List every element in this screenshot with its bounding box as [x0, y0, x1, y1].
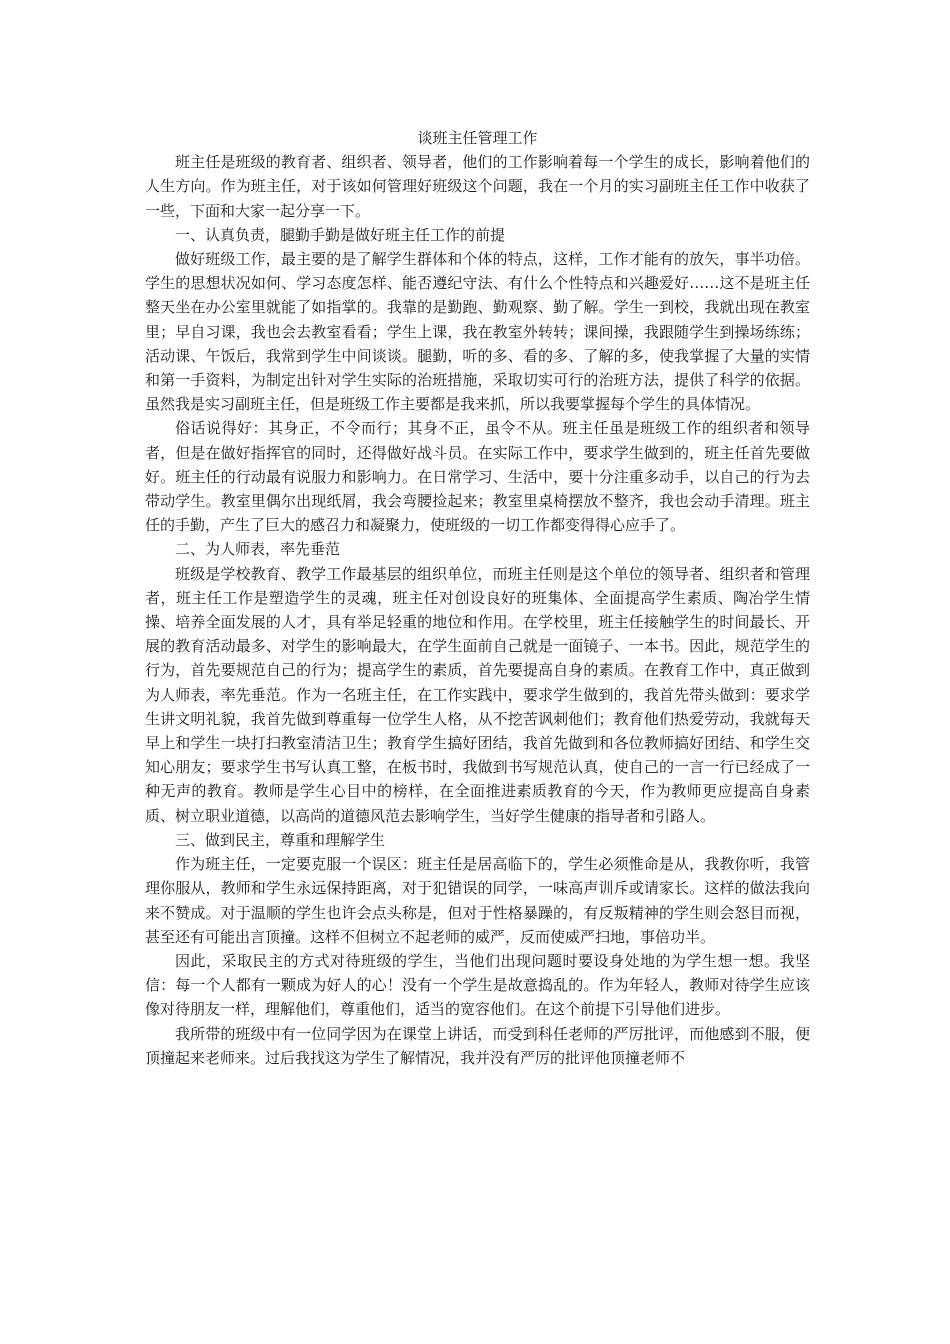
paragraph: 作为班主任，一定要克服一个误区：班主任是居高临下的，学生必须惟命是从，我教你听，我管理你服从，教师和学生永远保持距离，对于犯错误的同学，一味高声训斥或请家长。这样的做法我向来不赞成。对于温顺的学生也许会点头称是，但对于性格暴躁的，有反叛精神的学生则会怒目而视，甚至还有可能出言顶撞。这样不但树立不起老师的威严，反而使威严扫地，事倍功半。: [145, 855, 810, 946]
paragraph: 我所带的班级中有一位同学因为在课堂上讲话，而受到科任老师的严厉批评，而他感到不服，便顶撞起来老师来。过后我找这为学生了解情况，我并没有严厉的批评他顶撞老师不: [145, 1024, 810, 1067]
paragraph: 因此，采取民主的方式对待班级的学生，当他们出现问题时要设身处地的为学生想一想。我坚信：每一个人都有一颗成为好人的心！没有一个学生是故意捣乱的。作为年轻人，教师对待学生应该像对待朋友一样，理解他们，尊重他们，适当的宽容他们。在这个前提下引导他们进步。: [145, 951, 810, 1019]
paragraph: 俗话说得好：其身正，不令而行；其身不正，虽令不从。班主任虽是班级工作的组织者和领导者，但是在做好指挥官的同时，还得做好战斗员。在实际工作中，要求学生做到的，班主任首先要做好。班主任的行动最有说服力和影响力。在日常学习、生活中，要十分注重多动手，以自己的行为去带动学生。教室里偶尔出现纸屑，我会弯腰捡起来；教室里桌椅摆放不整齐，我也会动手清理。班主任的手勤，产生了巨大的感召力和凝聚力，使班级的一切工作都变得得心应手了。: [145, 419, 810, 535]
section-heading: 一、认真负责，腿勤手勤是做好班主任工作的前提: [175, 225, 506, 244]
paragraph: 班级是学校教育、教学工作最基层的组织单位，而班主任则是这个单位的领导者、组织者和管理者，班主任工作是塑造学生的灵魂，班主任对创设良好的班集体、全面提高学生素质、陶冶学生情操、培养全面发展的人才，具有举足轻重的地位和作用。在学校里，班主任接触学生的时间最长、开展的教育活动最多、对学生的影响最大，在学生面前自己就是一面镜子、一本书。因此，规范学生的行为，首先要规范自己的行为；提高学生的素质，首先要提高自身的素质。在教育工作中，真正做到为人师表，率先垂范。作为一名班主任，在工作实践中，要求学生做到的，我首先带头做到：要求学生讲文明礼貌，我首先做到尊重每一位学生人格，从不挖苦讽刺他们；教育他们热爱劳动，我就每天早上和学生一块打扫教室清洁卫生；教育学生搞好团结，我首先做到和各位教师搞好团结、和学生交知心朋友；要求学生书写认真工整，在板书时，我做到书写规范认真，使自己的一言一行已经成了一种无声的教育。教师是学生心目中的榜样，在全面推进素质教育的今天，作为教师更应提高自身素质、树立职业道德，以高尚的道德风范去影响学生，当好学生健康的指导者和引路人。: [145, 564, 810, 825]
paragraph: 做好班级工作，最主要的是了解学生群体和个体的特点，这样，工作才能有的放矢，事半功倍。学生的思想状况如何、学习态度怎样、能否遵纪守法、有什么个性特点和兴趣爱好……这不是班主任整天坐在办公室里就能了如指掌的。我靠的是勤跑、勤观察、勤了解。学生一到校，我就出现在教室里；早自习课，我也会去教室看看；学生上课，我在教室外转转；课间操，我跟随学生到操场练练；活动课、午饭后，我常到学生中间谈谈。腿勤，听的多、看的多、了解的多，使我掌握了大量的实情和第一手资料，为制定出针对学生实际的治班措施，采取切实可行的治班方法，提供了科学的依据。虽然我是实习副班主任，但是班级工作主要都是我来抓，所以我要掌握每个学生的具体情况。: [145, 250, 810, 414]
paragraph: 班主任是班级的教育者、组织者、领导者，他们的工作影响着每一个学生的成长，影响着他们的人生方向。作为班主任，对于该如何管理好班级这个问题，我在一个月的实习副班主任工作中收获了一些，下面和大家一起分享一下。: [145, 153, 810, 220]
document-body: [145, 150, 810, 1070]
section-heading: 三、做到民主，尊重和理解学生: [175, 830, 386, 849]
document-page: [145, 126, 810, 1070]
section-heading: 二、为人师表，率先垂范: [175, 540, 341, 559]
document-title: 谈班主任管理工作: [417, 129, 538, 147]
